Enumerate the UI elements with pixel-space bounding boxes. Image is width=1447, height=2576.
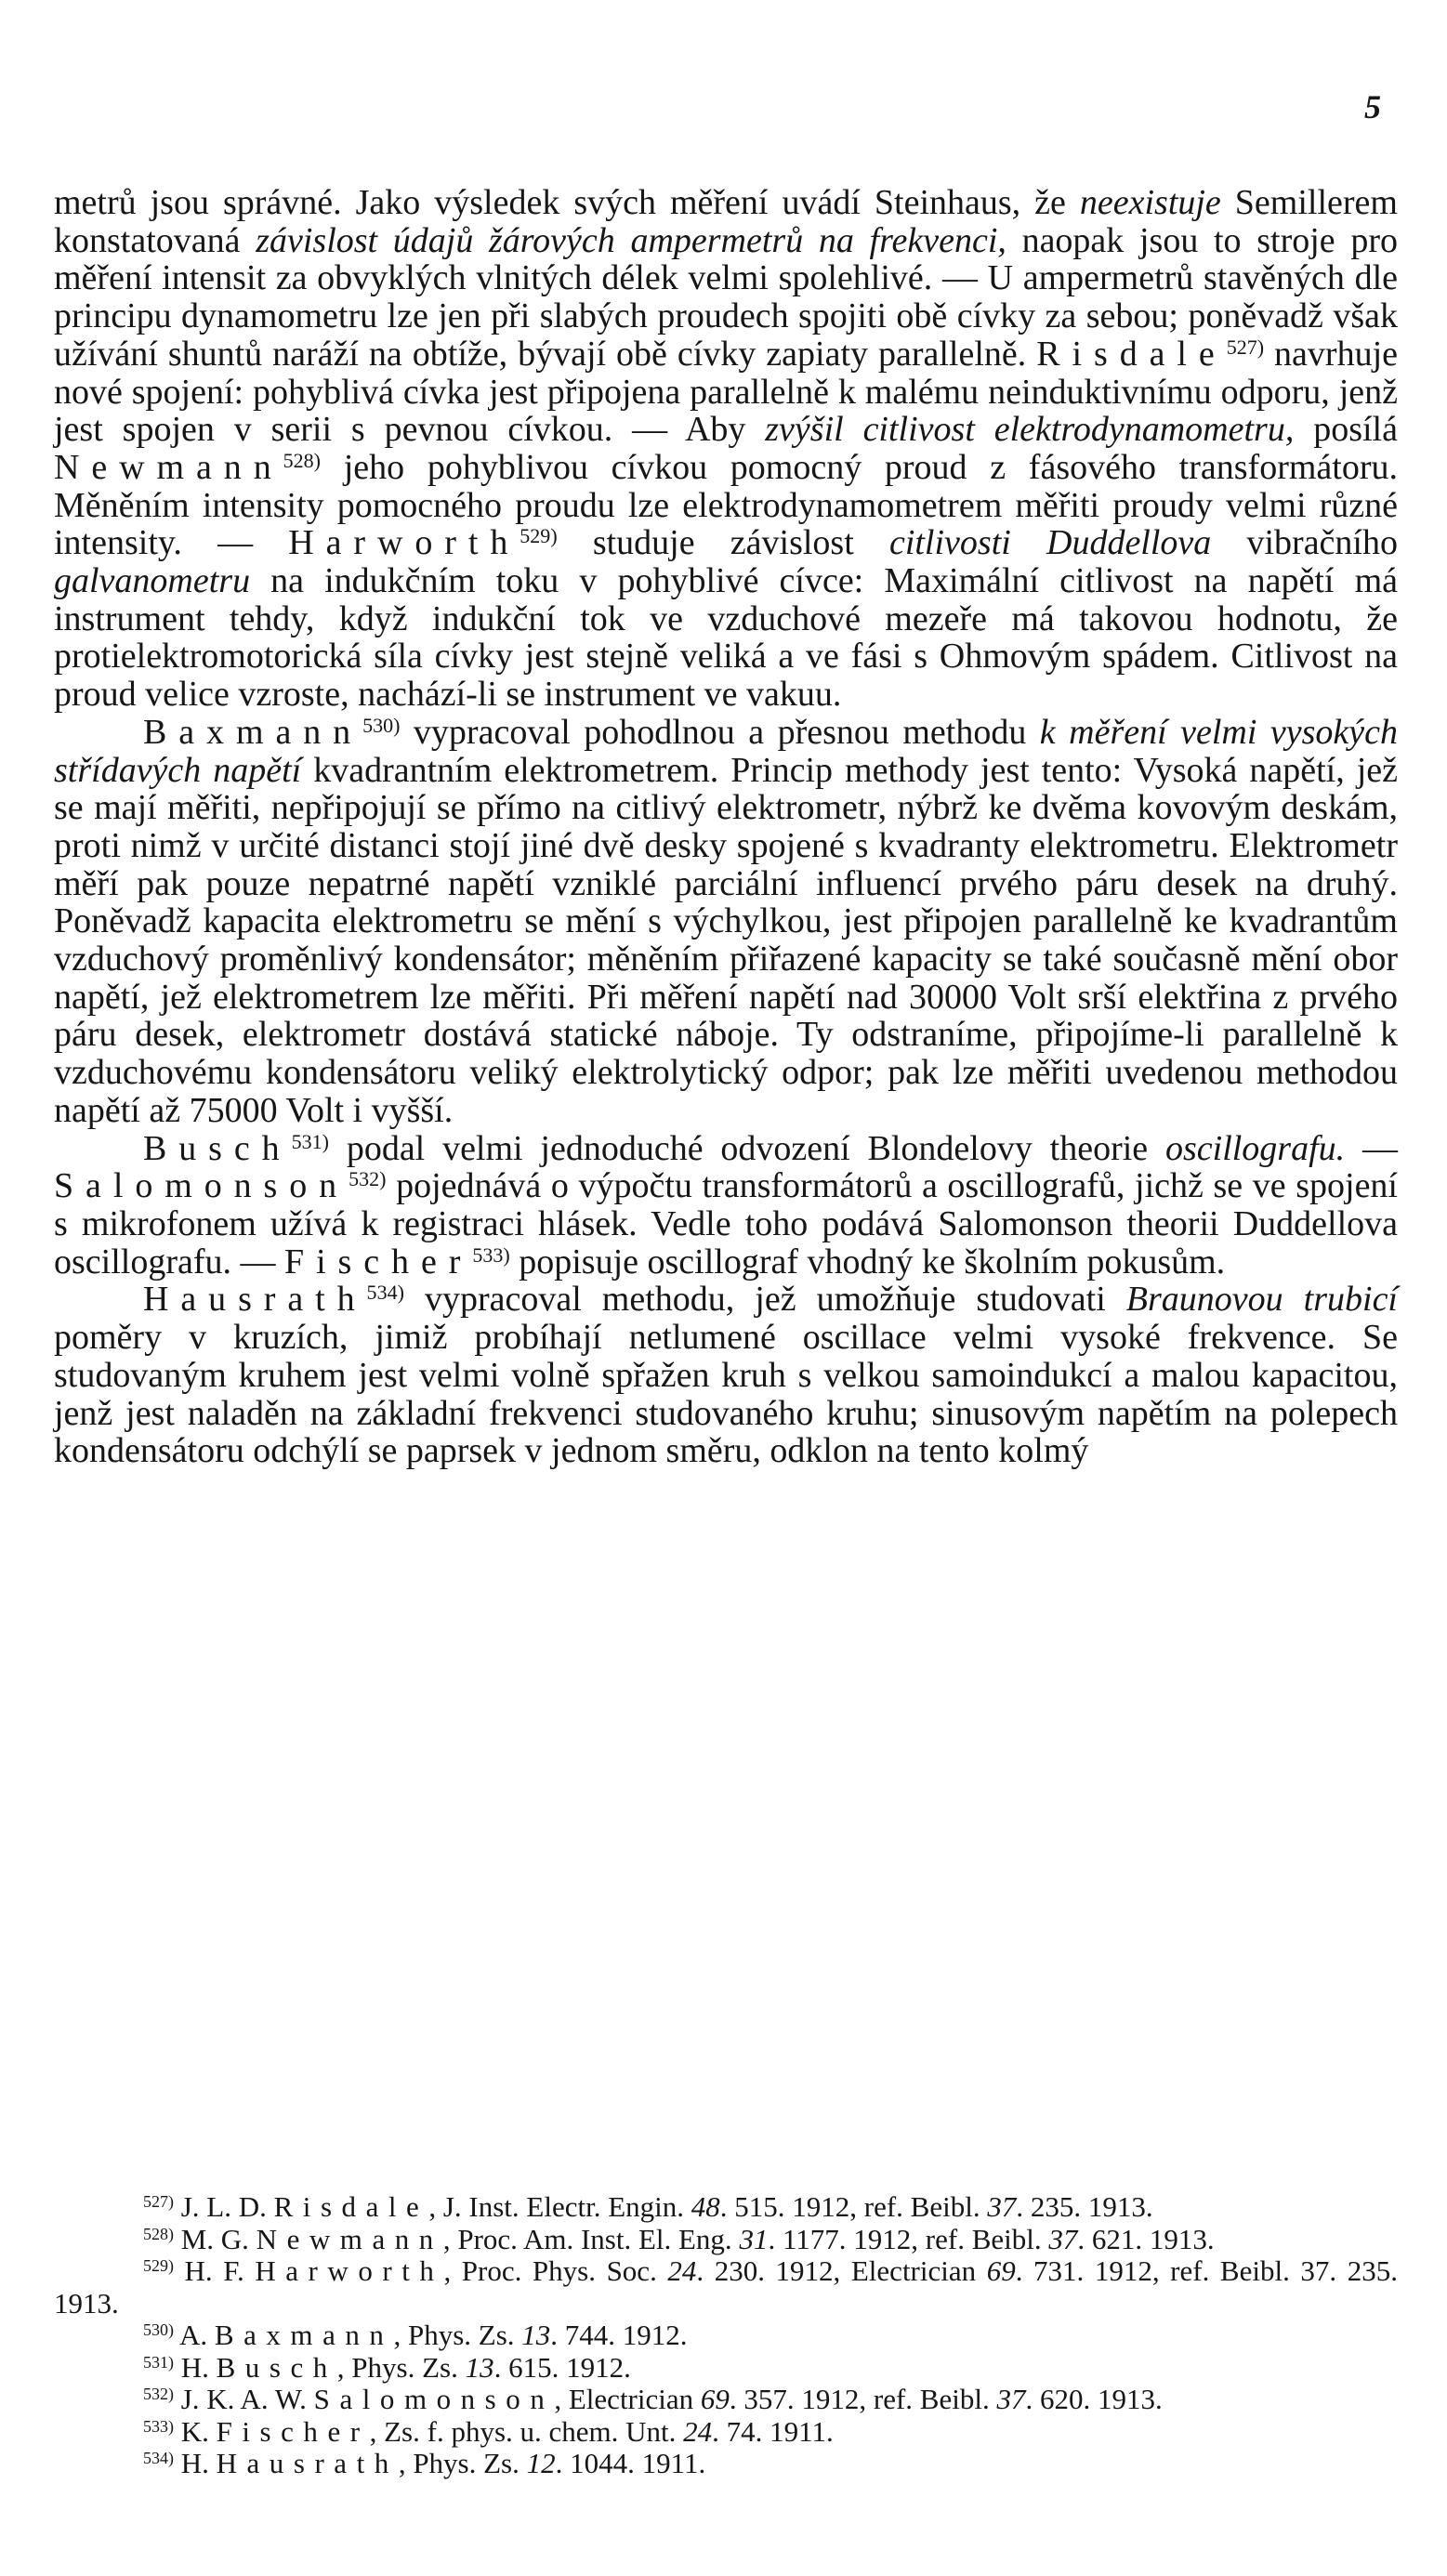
text-run: navrhuje nové spojení: pohyblivá cívka jest připojena parallelně k malému neinduktivnímu odporu, jenž jest spojen v serii s pevnou cívkou. — Aby bbox=[54, 334, 1398, 450]
fn-author: Harworth bbox=[255, 2254, 444, 2287]
fn-text: . 230. 1912, Electrician bbox=[696, 2254, 987, 2287]
fn-author: Baxmann bbox=[214, 2319, 394, 2351]
fn-author: Newmann bbox=[256, 2222, 443, 2255]
text-run: vypracoval methodu, jež umožňuje studovati bbox=[403, 1280, 1126, 1320]
fn-text: . 74. 1911. bbox=[712, 2414, 834, 2448]
footnote-number: 530) bbox=[143, 2320, 174, 2340]
fn-text: . 1177. 1912, ref. Beibl. bbox=[768, 2222, 1049, 2255]
paragraph-2 bbox=[54, 714, 1398, 1130]
text-run: studuje závislost bbox=[557, 523, 889, 563]
footnote bbox=[54, 2224, 1398, 2256]
footnotes bbox=[54, 2191, 1398, 2480]
footnote-number: 528) bbox=[143, 2224, 174, 2243]
fn-text: , Proc. Am. Inst. El. Eng. bbox=[442, 2222, 740, 2255]
italic-run: galvanometru bbox=[54, 561, 251, 601]
fn-volume: 12 bbox=[526, 2447, 556, 2479]
footnote-ref[interactable]: 533) bbox=[472, 1242, 510, 1267]
footnote-number: 533) bbox=[143, 2416, 174, 2436]
page-number: 5 bbox=[1364, 88, 1381, 125]
fn-volume: 37 bbox=[987, 2190, 1017, 2223]
text-run: — bbox=[1345, 1128, 1398, 1168]
paragraph-3 bbox=[54, 1130, 1398, 1281]
author-name: Salomonson bbox=[54, 1166, 349, 1206]
fn-volume: 69 bbox=[700, 2383, 730, 2415]
text-run: naopak jsou to stroje pro měření intensit za obvyklých vlnitých délek velmi spolehlivé. — U ampermetrů stavěných dle principu dynamometru lze jen při slabých proudech spojiti obě cívky za sebou; poněvadž však užívání shuntů naráží na obtíže, bývají obě cívky zapiaty parallelně. bbox=[54, 220, 1398, 374]
footnote-number: 527) bbox=[143, 2192, 174, 2212]
fn-text: , Phys. Zs. bbox=[336, 2350, 466, 2384]
fn-volume: 31 bbox=[739, 2222, 769, 2255]
text-run: popisuje oscillograf vhodný ke školním pokusům. bbox=[509, 1242, 1226, 1281]
text-run: poměry v kruzích, jimiž probíhají netlumené oscillace velmi vysoké frekvence. Se studovaným kruhem jest velmi volně spřažen kruh s velkou samoindukcí a malou kapacitou, jenž jest naladěn na základní frekvenci studovaného kruhu; sinusovým napětím na polepech kondensátoru odchýlí se paprsek v jednom směru, odklon na tento kolmý bbox=[54, 1318, 1398, 1471]
footnote-ref[interactable]: 534) bbox=[366, 1281, 404, 1305]
footnote-number: 534) bbox=[143, 2449, 174, 2468]
footnote bbox=[54, 2384, 1398, 2416]
fn-text: , Phys. Zs. bbox=[393, 2319, 522, 2351]
fn-text: , Proc. Phys. Soc. bbox=[443, 2254, 668, 2287]
author-name: Newmann bbox=[54, 447, 283, 487]
footnote bbox=[54, 2448, 1398, 2480]
footnote bbox=[54, 2191, 1398, 2224]
footnote-ref[interactable]: 527) bbox=[1226, 335, 1265, 359]
fn-volume: 48 bbox=[691, 2190, 720, 2223]
text-run: Semillerem konstatovaná bbox=[54, 183, 1398, 260]
italic-run: Braunovou trubicí bbox=[1125, 1280, 1398, 1320]
text-run: vibračního bbox=[1211, 523, 1398, 563]
fn-volume: 37 bbox=[1048, 2222, 1078, 2255]
fn-author: Fischer bbox=[216, 2414, 370, 2448]
footnote-number: 529) bbox=[143, 2256, 174, 2276]
footnote bbox=[54, 2416, 1398, 2449]
text-run: kvadrantním elektrometrem. Princip methody jest tento: Vysoká napětí, jež se mají měřiti, nepřipojují se přímo na citlivý elektrometr, nýbrž ke dvěma kovovým deskám, proti nimž v určité distanci stojí jiné dvě desky spojené s kvadranty elektrometru. Elektrometr měří pak pouze nepatrné napětí vzniklé parciální influencí prvého páru desek na druhý. Poněvadž kapacita elektrometru se mění s výchylkou, jest připojen parallelně ke kvadrantům vzduchový proměnlivý kondensátor; měněním přiřazené kapacity se také současně mění obor napětí, jež elektrometrem lze měřiti. Při měření napětí nad 30000 Volt srší elektřina z prvého páru desek, elektrometr dostává statické náboje. Ty odstraníme, připojíme-li parallelně k vzduchovému kondensátoru veliký elektrolytický odpor; pak lze měřiti uvedenou methodou napětí až 75000 Volt i vyšší. bbox=[54, 750, 1398, 1130]
footnote-ref[interactable]: 532) bbox=[349, 1167, 387, 1191]
text-run: vypracoval pohodlnou a přesnou methodu bbox=[400, 712, 1040, 752]
footnote bbox=[54, 2320, 1398, 2352]
italic-run: oscillografu. bbox=[1164, 1128, 1346, 1168]
footnote-ref[interactable]: 529) bbox=[520, 524, 558, 548]
fn-text: . 744. 1912. bbox=[550, 2319, 688, 2351]
fn-text: . 1044. 1911. bbox=[555, 2447, 706, 2479]
author-name: Baxmann bbox=[143, 712, 363, 752]
italic-run: zvýšil citlivost elektrodynamometru, bbox=[765, 410, 1295, 450]
footnote-number: 532) bbox=[143, 2385, 174, 2404]
footnote-ref[interactable]: 531) bbox=[291, 1129, 329, 1153]
fn-text: . 731. 1912, ref. Beibl. 37. 235. 1913. bbox=[54, 2254, 1398, 2320]
fn-text: . 357. 1912, ref. Beibl. bbox=[729, 2383, 997, 2415]
author-name: Busch bbox=[143, 1128, 292, 1168]
fn-text: . 621. 1913. bbox=[1077, 2222, 1215, 2255]
fn-text: A. bbox=[173, 2319, 215, 2351]
fn-volume: 13 bbox=[521, 2319, 551, 2351]
fn-text: H. bbox=[173, 2350, 217, 2384]
text-run: posílá bbox=[1294, 410, 1398, 450]
fn-volume: 24 bbox=[683, 2414, 713, 2448]
footnote-number: 531) bbox=[143, 2352, 174, 2372]
text-run: jeho pohyblivou cívkou pomocný proud z fásového transformátoru. Měněním intensity pomocného proudu lze elektrodynamometrem měřiti proudy velmi různé intensity. — bbox=[54, 447, 1398, 563]
fn-author: Risdale bbox=[273, 2190, 429, 2223]
fn-volume: 24 bbox=[667, 2254, 697, 2287]
fn-text: H. bbox=[173, 2447, 217, 2479]
fn-text: , J. Inst. Electr. Engin. bbox=[428, 2190, 691, 2223]
fn-text: , Phys. Zs. bbox=[398, 2447, 527, 2479]
author-name: Harworth bbox=[288, 523, 520, 563]
fn-text: . 620. 1913. bbox=[1025, 2383, 1163, 2415]
fn-author: Salomonson bbox=[313, 2383, 555, 2415]
fn-text: M. G. bbox=[173, 2222, 257, 2255]
main-text bbox=[54, 184, 1398, 1470]
fn-text: , Zs. f. phys. u. chem. Unt. bbox=[369, 2414, 684, 2448]
fn-text: J. L. D. bbox=[173, 2190, 274, 2223]
footnote bbox=[54, 2255, 1398, 2320]
italic-run: závislost údajů žárových ampermetrů na frekvenci, bbox=[256, 220, 1006, 260]
footnote-ref[interactable]: 528) bbox=[283, 448, 322, 472]
fn-author: Hausrath bbox=[216, 2447, 399, 2479]
fn-text: , Electrician bbox=[554, 2383, 701, 2415]
fn-volume: 37 bbox=[996, 2383, 1026, 2415]
fn-text: J. K. A. W. bbox=[173, 2383, 314, 2415]
author-name: Hausrath bbox=[143, 1280, 367, 1320]
fn-text: . 615. 1912. bbox=[493, 2350, 631, 2384]
footnote bbox=[54, 2352, 1398, 2385]
italic-run: k měření velmi vysokých střídavých napětí bbox=[54, 712, 1398, 790]
author-name: Fischer bbox=[284, 1242, 473, 1281]
paragraph-1 bbox=[54, 184, 1398, 714]
fn-volume: 69 bbox=[986, 2254, 1016, 2287]
text-run: podal velmi jednoduché odvození Blondelovy theorie bbox=[329, 1128, 1165, 1168]
footnote-ref[interactable]: 530) bbox=[362, 713, 401, 737]
fn-text: . 515. 1912, ref. Beibl. bbox=[719, 2190, 988, 2223]
text-run: pojednává o výpočtu transformátorů a oscillografů, jichž se ve spojení s mikrofonem užívá k registraci hlásek. Vedle toho podává Salomonson theorii Duddellova oscillografu. — bbox=[54, 1166, 1398, 1281]
fn-author: Busch bbox=[216, 2350, 337, 2384]
text-run: metrů jsou správné. Jako výsledek svých měření uvádí Steinhaus, že bbox=[54, 183, 1080, 222]
fn-text: H. F. bbox=[173, 2254, 256, 2287]
fn-text: . 235. 1913. bbox=[1016, 2190, 1153, 2223]
fn-volume: 13 bbox=[465, 2350, 494, 2384]
text-run: na indukčním toku v pohyblivé cívce: Maximální citlivost na napětí má instrument tehdy, když indukční tok ve vzduchové mezeře má takovou hodnotu, že protielektromotorická síla cívky jest stejně veliká a ve fási s Ohmovým spádem. Citlivost na proud velice vzroste, nachází-li se instrument ve vakuu. bbox=[54, 561, 1398, 715]
author-name: Risdale bbox=[1036, 334, 1227, 374]
fn-text: K. bbox=[173, 2414, 217, 2448]
italic-run: citlivosti Duddellova bbox=[888, 523, 1212, 563]
italic-run: neexistuje bbox=[1079, 183, 1221, 222]
paragraph-4 bbox=[54, 1281, 1398, 1470]
